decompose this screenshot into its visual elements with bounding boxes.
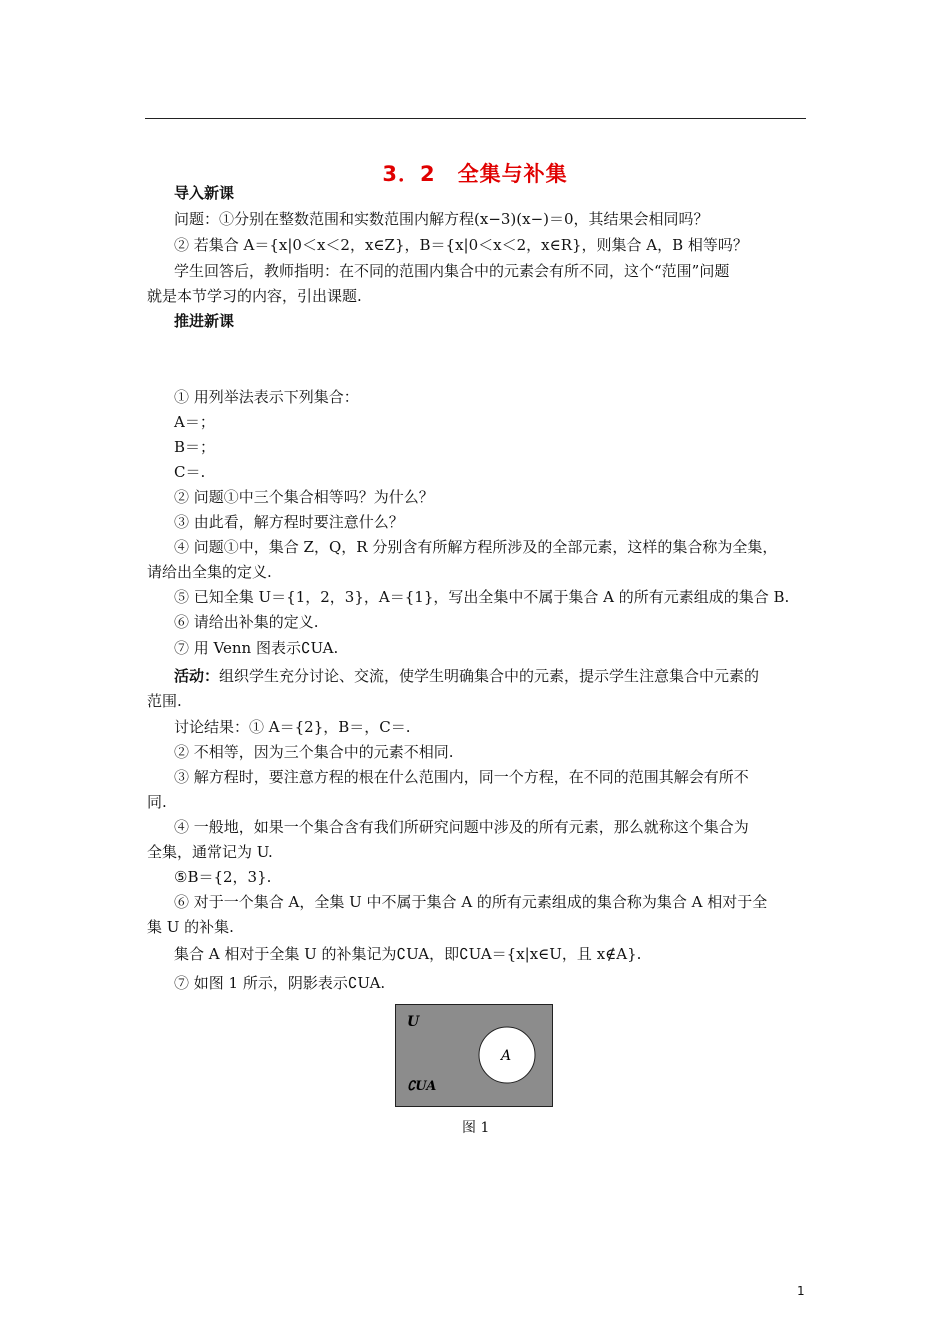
- activity-text: 组织学生充分讨论、交流，使学生明确集合中的元素，提示学生注意集合中元素的: [219, 667, 760, 685]
- section-heading-advance: 推进新课: [174, 312, 235, 330]
- question-line: A＝；: [174, 413, 215, 431]
- result-line: ③ 解方程时，要注意方程的根在什么范围内，同一个方程，在不同的范围其解会有所不: [174, 768, 749, 786]
- result-line: 集 U 的补集.: [147, 918, 234, 936]
- question-line: ⑥ 请给出补集的定义.: [174, 613, 319, 631]
- result-line: ⑥ 对于一个集合 A，全集 U 中不属于集合 A 的所有元素组成的集合称为集合 A 相对于全: [174, 893, 768, 911]
- result-line: 讨论结果：① A＝{2}，B＝，C＝.: [174, 718, 411, 736]
- page-title: 3．2 全集与补集: [382, 162, 568, 186]
- result-line: 同.: [147, 793, 167, 811]
- venn-label-complement: ∁UA: [407, 1079, 437, 1094]
- question-line: 请给出全集的定义.: [147, 563, 272, 581]
- result-line: 集合 A 相对于全集 U 的补集记为∁UA，即∁UA＝{x|x∈U，且 x∉A}.: [174, 945, 642, 963]
- question-line: ⑤ 已知全集 U＝{1，2，3}，A＝{1}，写出全集中不属于集合 A 的所有元素组成的集合 B.: [174, 588, 790, 606]
- venn-label-u: U: [407, 1014, 420, 1030]
- venn-label-a: A: [501, 1048, 512, 1064]
- result-line: ② 不相等，因为三个集合中的元素不相同.: [174, 743, 454, 761]
- question-line: ① 用列举法表示下列集合：: [174, 388, 359, 406]
- result-line: ⑤B＝{2，3}.: [174, 868, 272, 886]
- question-line: ③ 由此看，解方程时要注意什么？: [174, 513, 404, 531]
- question-line: B＝；: [174, 438, 216, 456]
- text-line: 问题：①分别在整数范围和实数范围内解方程(x−3)(x−)＝0，其结果会相同吗？: [174, 210, 709, 228]
- activity-line: 范围.: [147, 692, 182, 710]
- activity-label: 活动：: [174, 667, 220, 685]
- page-number: 1: [797, 1284, 805, 1298]
- header-rule: [145, 118, 806, 119]
- text-line: 就是本节学习的内容，引出课题.: [147, 287, 362, 305]
- text-line: 学生回答后，教师指明：在不同的范围内集合中的元素会有所不同，这个“范围”问题: [174, 262, 730, 280]
- result-line: ④ 一般地，如果一个集合含有我们所研究问题中涉及的所有元素，那么就称这个集合为: [174, 818, 749, 836]
- venn-diagram: [395, 1004, 553, 1107]
- question-line: ⑦ 用 Venn 图表示∁UA.: [174, 639, 339, 657]
- section-heading-intro: 导入新课: [174, 184, 235, 202]
- result-line: 全集，通常记为 U.: [147, 843, 273, 861]
- text-line: ② 若集合 A＝{x|0＜x＜2，x∈Z}，B＝{x|0＜x＜2，x∈R}，则集合 A，B 相等吗？: [174, 236, 748, 254]
- question-line: ② 问题①中三个集合相等吗？为什么？: [174, 488, 434, 506]
- activity-line: [174, 666, 759, 686]
- question-line: ④ 问题①中，集合 Z，Q，R 分别含有所解方程所涉及的全部元素，这样的集合称为全集，: [174, 538, 778, 556]
- question-line: C＝.: [174, 463, 206, 481]
- result-line: ⑦ 如图 1 所示，阴影表示∁UA.: [174, 974, 386, 992]
- figure-caption: 图 1: [462, 1120, 490, 1136]
